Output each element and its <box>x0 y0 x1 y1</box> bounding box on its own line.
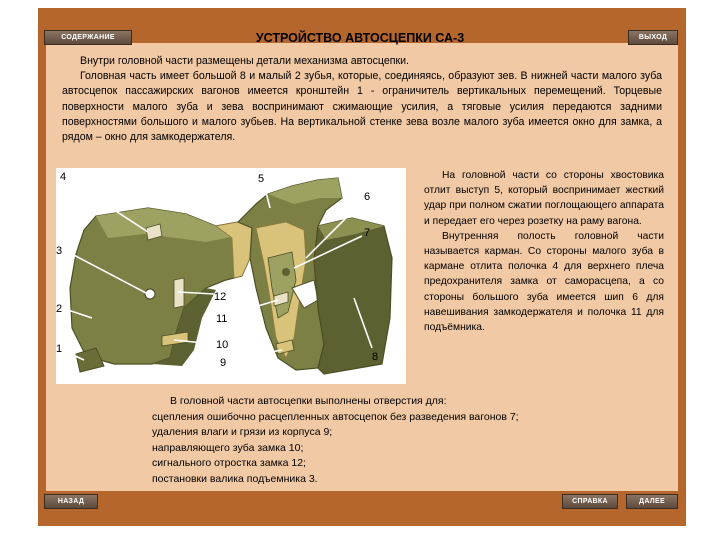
holes-item: направляющего зуба замка 10; <box>152 441 304 454</box>
figure-label-11: 11 <box>216 313 228 325</box>
figure-label-5: 5 <box>258 173 265 185</box>
holes-item: удаления влаги и грязи из корпуса 9; <box>152 426 333 439</box>
side-text <box>424 168 664 335</box>
figure-label-1: 1 <box>56 343 63 355</box>
page-title: УСТРОЙСТВО АВТОСЦЕПКИ СА-3 <box>255 31 465 45</box>
large-tooth <box>314 218 392 374</box>
holes-item: постановки валика подъемника 3. <box>152 472 318 485</box>
coupler-head-illustration <box>56 168 406 384</box>
side-paragraph-2: Внутренняя полость головной части называется карман. Со стороны малого зуба в кармане отлита полочка 4 для верхнего плеча предохранителя замка от саморасцепа, а со стороны большого зуба имеется шип 6 для навешивания замкодержателя и полочка 11 для подъёмника. <box>424 230 664 334</box>
figure-label-6: 6 <box>364 191 371 203</box>
intro-paragraph-1: Внутри головной части размещены детали механизма автосцепки. <box>80 55 409 67</box>
holes-item: сцепления ошибочно расцепленных автосцепок без разведения вагонов 7; <box>152 410 519 423</box>
figure-label-4: 4 <box>60 171 67 183</box>
intro-paragraph-2: Головная часть имеет большой 8 и малый 2 зубья, которые, соединяясь, образуют зев. В нижней части малого зуба автосцепок пассажирских вагонов имеется кронштейн 1 - ограничитель вертикальных перемещений. Торцевые поверхности малого зуба и зева воспринимают сжимающие усилия, а тяговые усилия передаются задними поверхностями большого и малого зубьев. На вертикальной стенке зева возле малого зуба имеется окно для замка, а рядом – окно для замкодержателя. <box>62 70 662 144</box>
lock-holder-pin <box>282 268 290 276</box>
figure-label-3: 3 <box>56 245 63 257</box>
figure-label-9: 9 <box>220 357 227 369</box>
intro-text <box>62 54 662 145</box>
back-button[interactable]: НАЗАД <box>44 494 98 509</box>
figure-label-10: 10 <box>216 339 229 351</box>
figure-label-12: 12 <box>214 291 227 303</box>
coupler-head-drawing <box>56 168 406 384</box>
figure-label-2: 2 <box>56 303 63 315</box>
next-button[interactable]: ДАЛЕЕ <box>626 494 678 509</box>
help-button[interactable]: СПРАВКА <box>562 494 618 509</box>
figure-label-7: 7 <box>364 227 371 239</box>
exit-button[interactable]: ВЫХОД <box>628 30 678 45</box>
holes-item: сигнального отростка замка 12; <box>152 457 306 470</box>
side-paragraph-1: На головной части со стороны хвостовика отлит выступ 5, который воспринимает жесткий удар при полном сжатии поглощающего аппарата и передает его через розетку на раму вагона. <box>424 170 664 227</box>
figure-label-8: 8 <box>372 351 379 363</box>
holes-list <box>152 394 672 488</box>
holes-heading: В головной части автосцепки выполнены отверстия для: <box>170 395 447 407</box>
contents-button[interactable]: СОДЕРЖАНИЕ <box>44 30 132 45</box>
